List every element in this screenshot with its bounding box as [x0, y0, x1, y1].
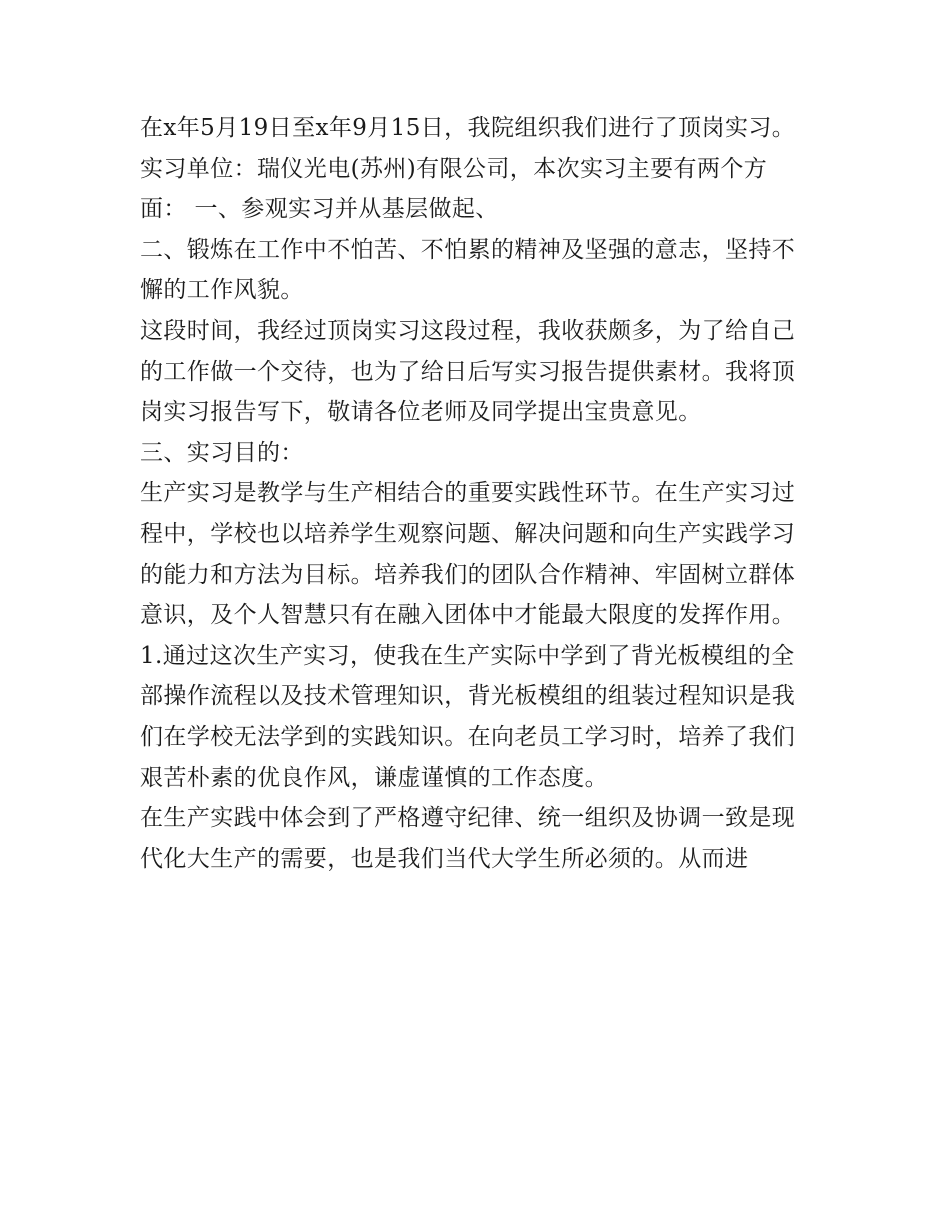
paragraph-objectives: 生产实习是教学与生产相结合的重要实践性环节。在生产实习过程中，学校也以培养学生观察问题、解决问题和向生产实践学习的能力和方法为目标。培养我们的团队合作精神、牢固树立群体意识，及个人智慧只有在融入团体中才能最大限度的发挥作用。 — [140, 480, 796, 629]
paragraph-discipline: 在生产实践中体会到了严格遵守纪律、统一组织及协调一致是现代化大生产的需要，也是我们当代大学生所必须的。从而进 — [140, 805, 796, 872]
section-heading-objectives: 三、实习目的： — [140, 439, 304, 466]
paragraph-aspect-two: 二、锻炼在工作中不怕苦、不怕累的精神及坚强的意志，坚持不懈的工作风貌。 — [140, 236, 796, 304]
paragraph-point-one: 1.通过这次生产实习，使我在生产实际中学到了背光板模组的全部操作流程以及技术管理知识，背光板模组的组装过程知识是我们在学校无法学到的实践知识。在向老员工学习时，培养了我们艰苦朴素的优良作风，谦虚谨慎的工作态度。 — [140, 642, 796, 791]
document-body — [140, 108, 812, 879]
paragraph-internship-overview: 在x年5月19日至x年9月15日，我院组织我们进行了顶岗实习。实习单位：瑞仪光电(苏州)有限公司，本次实习主要有两个方面： 一、参观实习并从基层做起、 — [140, 115, 796, 223]
paragraph-report-purpose: 这段时间，我经过顶岗实习这段过程，我收获颇多，为了给自己的工作做一个交待，也为了给日后写实习报告提供素材。我将顶岗实习报告写下，敬请各位老师及同学提出宝贵意见。 — [140, 317, 796, 426]
